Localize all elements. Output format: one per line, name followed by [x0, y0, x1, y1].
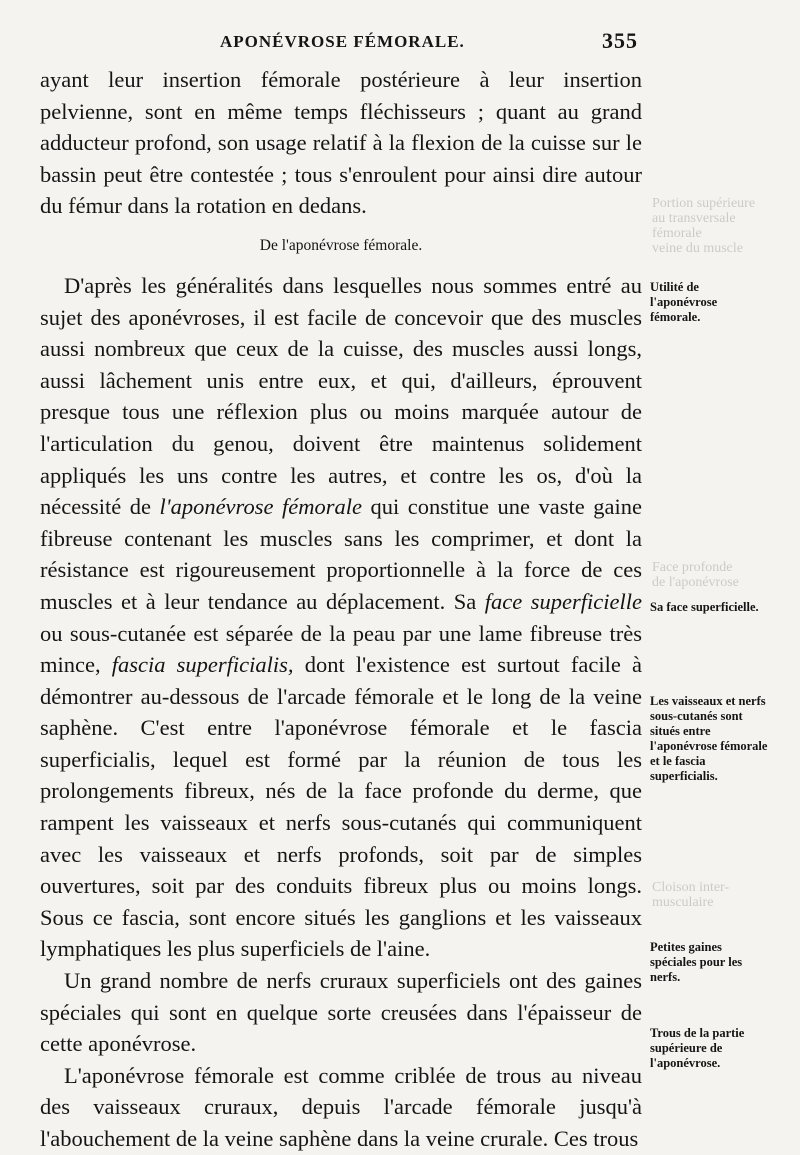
paragraph: Un grand nombre de nerfs cruraux superficiels ont des gaines spéciales qui sont en quelque sorte creusées dans l'épaisseur de cette aponévrose. — [40, 968, 642, 1057]
margin-note: Petites gaines spéciales pour les nerfs. — [650, 940, 743, 984]
paragraph-text: dont l'existence est surtout facile à démontrer au-dessous de l'arcade fémorale et le long de la veine saphène. C'est entre l'aponévrose fémorale et le fascia superficialis, lequel est formé par la réunion de tous les prolongements fibreux, nés de la face profonde du derme, que rampent les vaisseaux et nerfs sous-cutanés qui communiquent avec les vaisseaux et nerfs profonds, soit par de simples ouvertures, soit par des conduits fibreux plus ou moins longs. Sous ce fascia, sont encore situés les ganglions et les vaisseaux lymphatiques les plus superficiels de l'aine. — [40, 652, 642, 962]
italic-term: face superficielle — [484, 588, 642, 614]
running-title: APONÉVROSE FÉMORALE. — [220, 32, 465, 51]
paragraph-text: D'après les généralités dans lesquelles nous sommes entré au sujet des aponévroses, il est facile de concevoir que des muscles aussi nombreux que ceux de la cuisse, des muscles aussi longs, aussi lâchement unis entre eux, et qui, d'ailleurs, éprouvent presque tous une réflexion plus ou moins marquée autour de l'articulation du genou, doivent être maintenus solidement appliqués les uns contre les autres, et contre les os, d'où la nécessité de — [40, 272, 642, 520]
paragraph — [40, 270, 642, 965]
bleed-through: Face profonde de l'aponévrose — [652, 560, 739, 590]
section-heading: De l'aponévrose fémorale. — [259, 236, 423, 254]
italic-term: l'aponévrose fémorale — [159, 494, 362, 520]
margin-note: Utilité de l'aponévrose fémorale. — [650, 280, 718, 324]
paragraph: L'aponévrose fémorale est comme criblée de trous au niveau des vaisseaux cruraux, depuis l'arcade fémorale jusqu'à l'abouchement de la veine saphène dans la veine crurale. Ces trous — [40, 1062, 642, 1151]
paragraph-text: qui constitue une vaste gaine fibreuse contenant les muscles sans les comprimer, et dont la résistance est rigoureusement proportionnelle à la force de ces muscles et à leur tendance au déplacement. Sa — [40, 494, 642, 614]
bleed-through: Portion supérieure au transversale fémorale veine du muscle — [652, 196, 756, 256]
paragraph-continuation: ayant leur insertion fémorale postérieure à leur insertion pelvienne, sont en même temps fléchisseurs ; quant au grand adducteur profond, son usage relatif à la flexion de la cuisse sur le bassin peut être contestée ; tous s'enroulent pour ainsi dire autour du fémur dans la rotation en dedans. — [40, 67, 642, 219]
paragraph-text: ou sous-cutanée est séparée de la peau par une lame fibreuse très mince, — [40, 620, 642, 678]
page-number: 355 — [602, 28, 638, 53]
margin-note: Trous de la partie supérieure de l'aponévrose. — [650, 1026, 745, 1070]
italic-term: fascia superficialis, — [111, 652, 294, 678]
bleed-through: Cloison inter- musculaire — [652, 880, 730, 910]
main-text — [40, 64, 642, 1155]
margin-note: Les vaisseaux et nerfs sous-cutanés sont situés entre l'aponévrose fémorale et le fascia superficialis. — [650, 694, 768, 783]
margin-note: Sa face superficielle. — [650, 600, 759, 614]
